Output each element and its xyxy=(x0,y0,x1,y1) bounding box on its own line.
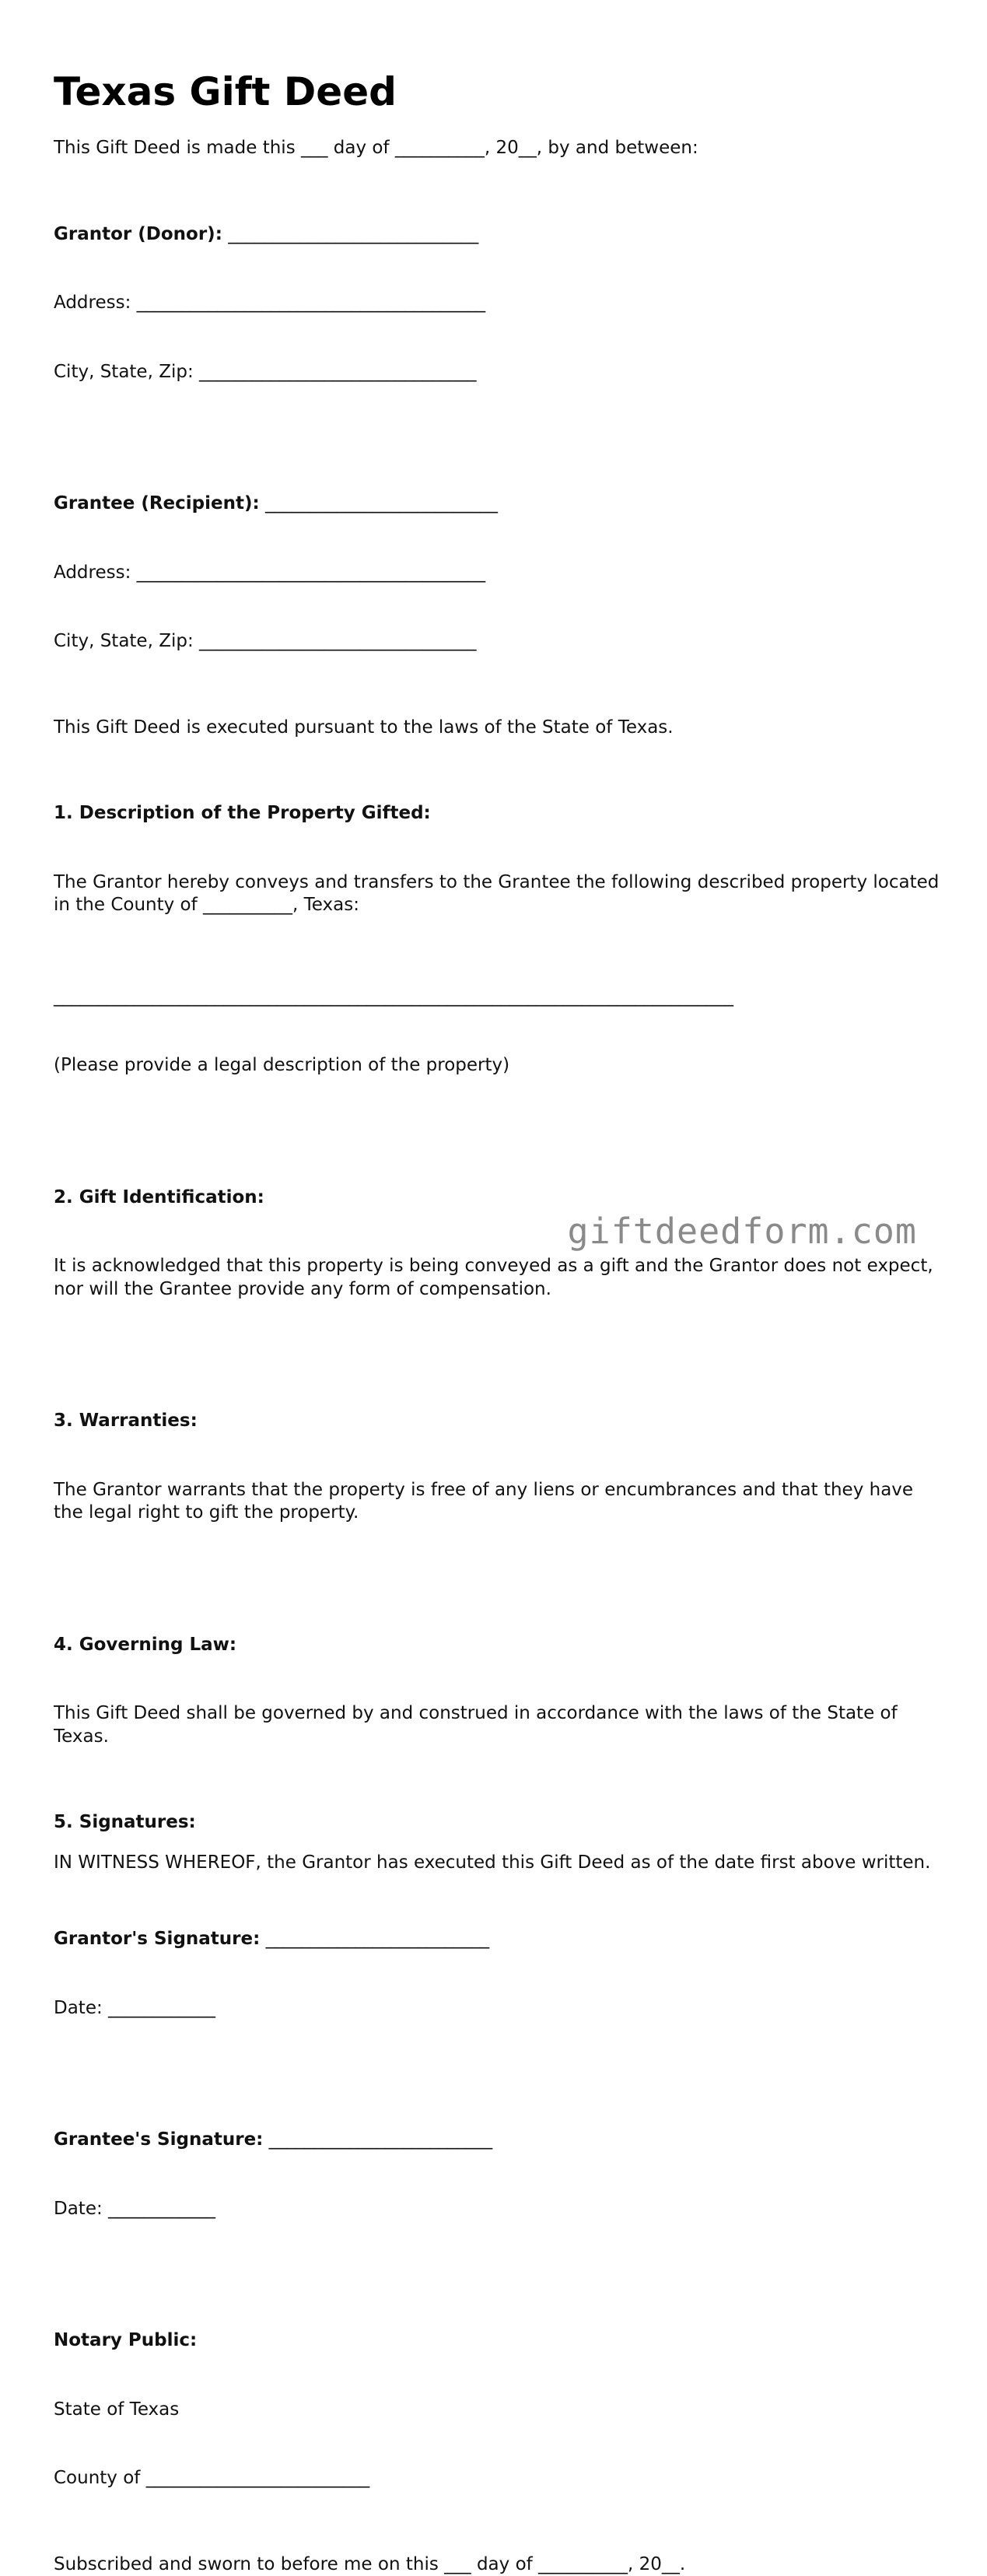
grantee-name-blank: __________________________ xyxy=(260,493,498,513)
grantor-signature-block xyxy=(54,1882,948,2066)
notary-county: County of _________________________ xyxy=(54,2467,948,2490)
grantor-city: City, State, Zip: _______________________________ xyxy=(54,361,948,384)
intro-text: This Gift Deed is made this ___ day of __________, 20__, by and between: xyxy=(54,137,948,160)
notary-heading: Notary Public: xyxy=(54,2329,948,2353)
section-body: The Grantor warrants that the property is free of any liens or encumbrances and that they have the legal right to gift the property. xyxy=(54,1479,948,1525)
watermark: giftdeedform.com xyxy=(568,1210,917,1253)
witness-text: IN WITNESS WHEREOF, the Grantor has executed this Gift Deed as of the date first above written. xyxy=(54,1852,948,1875)
section-heading: 4. Governing Law: xyxy=(54,1634,948,1657)
executed-text: This Gift Deed is executed pursuant to the laws of the State of Texas. xyxy=(54,717,948,740)
deed-document xyxy=(54,65,948,2576)
section-heading: 2. Gift Identification: xyxy=(54,1186,948,1210)
grantee-signature-block xyxy=(54,2083,948,2266)
grantee-date: Date: ____________ xyxy=(54,2198,948,2221)
sworn-text: Subscribed and sworn to before me on this ___ day of __________, 20__. xyxy=(54,2553,948,2576)
grantor-date: Date: ____________ xyxy=(54,1997,948,2020)
section-law xyxy=(54,1588,948,1795)
grantor-signature-label: Grantor's Signature: xyxy=(54,1929,260,1949)
section-warranties xyxy=(54,1364,948,1571)
grantee-address: Address: _______________________________________ xyxy=(54,562,948,585)
legal-description-note: (Please provide a legal description of the property) xyxy=(54,1054,948,1078)
grantee-city: City, State, Zip: _______________________________ xyxy=(54,630,948,654)
grantee-block xyxy=(54,447,948,699)
notary-block xyxy=(54,2283,948,2536)
notary-state: State of Texas xyxy=(54,2399,948,2422)
grantor-name-blank: ____________________________ xyxy=(222,224,478,244)
section-signatures-heading: 5. Signatures: xyxy=(54,1811,948,1835)
grantee-signature-label: Grantee's Signature: xyxy=(54,2129,263,2150)
section-body: It is acknowledged that this property is being conveyed as a gift and the Grantor does not expect, nor will the Grantee provide any form of compensation. xyxy=(54,1255,948,1301)
grantee-label: Grantee (Recipient): xyxy=(54,493,260,513)
section-description xyxy=(54,756,948,1123)
section-body: The Grantor hereby conveys and transfers to the Grantee the following described property located in the County of __________, Texas: xyxy=(54,871,948,917)
legal-description-blank: ____________________________________________________________________________ xyxy=(54,986,948,1009)
grantor-address: Address: _______________________________________ xyxy=(54,292,948,315)
grantor-label: Grantor (Donor): xyxy=(54,224,222,244)
section-heading: 3. Warranties: xyxy=(54,1410,948,1433)
section-body: This Gift Deed shall be governed by and construed in accordance with the laws of the State of Texas. xyxy=(54,1702,948,1748)
page-title: Texas Gift Deed xyxy=(54,65,948,118)
grantor-signature-blank: _________________________ xyxy=(260,1929,489,1949)
grantor-block xyxy=(54,177,948,430)
grantee-signature-blank: _________________________ xyxy=(263,2129,492,2150)
section-heading: 1. Description of the Property Gifted: xyxy=(54,802,948,825)
